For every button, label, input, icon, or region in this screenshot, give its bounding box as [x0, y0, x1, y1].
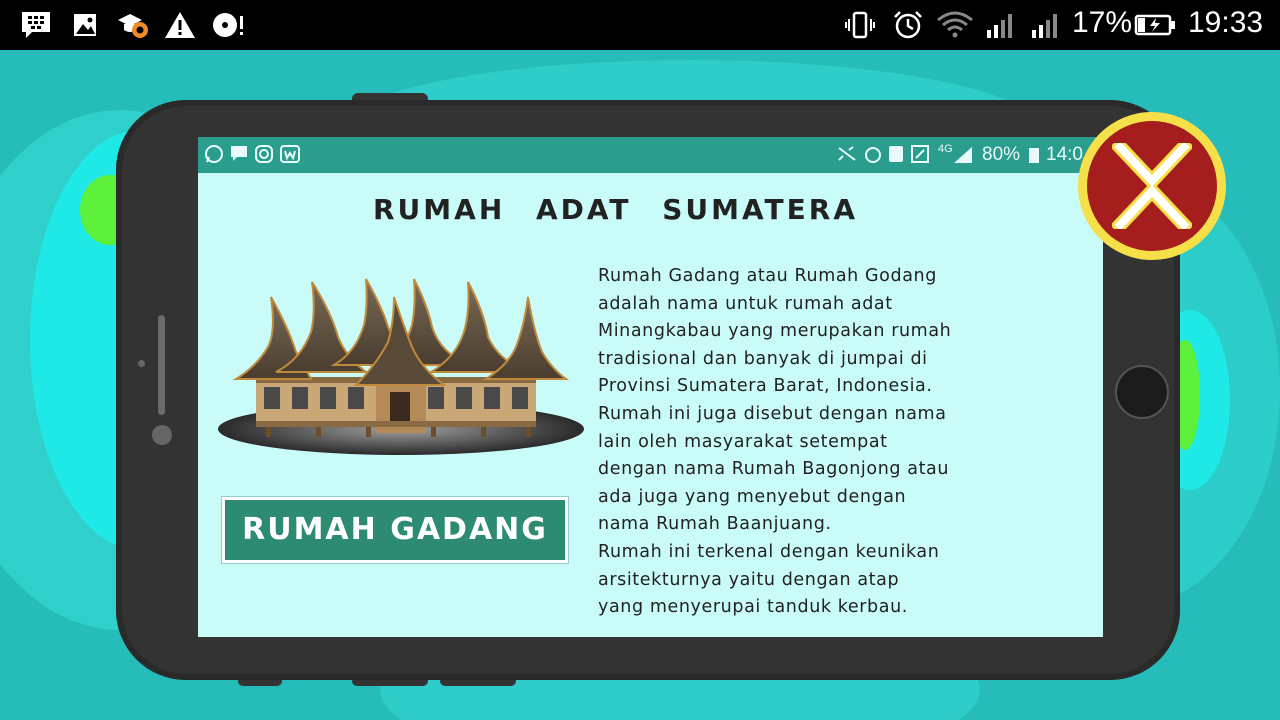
whatsapp-icon [204, 144, 224, 164]
house-name-label[interactable]: RUMAH GADANG [222, 497, 568, 563]
sim-icon [888, 145, 904, 163]
wifi-icon [936, 10, 974, 40]
alarm-icon [892, 10, 924, 40]
phone-screen [198, 137, 1103, 637]
media-icon [210, 10, 246, 40]
signal-icon [985, 10, 1019, 40]
phone-speaker [158, 315, 165, 415]
bbm-icon [230, 145, 248, 163]
bbm-icon [20, 10, 52, 40]
clock: 19:33 [1188, 6, 1264, 39]
description-text: Rumah Gadang atau Rumah Godang adalah nama untuk rumah adat Minangkabau yang merupakan rumah tradisional dan banyak di jumpai di Provinsi Sumatera Barat, Indonesia. Rumah ini juga disebut dengan nama lain oleh masyarakat setempat dengan nama Rumah Bagonjong atau ada juga yang menyebut dengan nama Rumah Baanjuang. Rumah ini terkenal dengan keunikan arsitekturnya yaitu dengan atap yang menyerupai tanduk kerbau. [598, 266, 952, 618]
warning-icon [164, 10, 196, 40]
close-icon [1112, 143, 1192, 229]
battery-icon [1134, 10, 1178, 40]
instagram-icon [254, 144, 274, 164]
alarm-icon [864, 144, 882, 164]
wattpad-icon [280, 144, 300, 164]
vpn-icon [116, 10, 152, 40]
inner-clock: 14:0 [1046, 144, 1083, 165]
gallery-icon [72, 10, 98, 40]
screen-icon [910, 144, 930, 164]
phone-camera [152, 425, 172, 445]
network-type: 4G [938, 143, 953, 155]
rumah-gadang-illustration [216, 277, 586, 462]
close-button[interactable] [1078, 112, 1226, 260]
battery-icon [1028, 146, 1040, 164]
home-button[interactable] [1115, 365, 1169, 419]
page-title: RUMAH ADAT SUMATERA [373, 193, 858, 226]
close-button-fill [1087, 121, 1217, 251]
device-status-bar [0, 0, 1280, 50]
vibrate-icon [845, 10, 875, 40]
inner-status-bar [198, 137, 1103, 173]
inner-battery-percent: 80% [982, 144, 1021, 165]
phone-sensor [138, 360, 145, 367]
signal-icon [1030, 10, 1064, 40]
signal-icon [952, 146, 974, 164]
mute-icon [835, 144, 859, 164]
battery-percent: 17% [1072, 6, 1133, 39]
